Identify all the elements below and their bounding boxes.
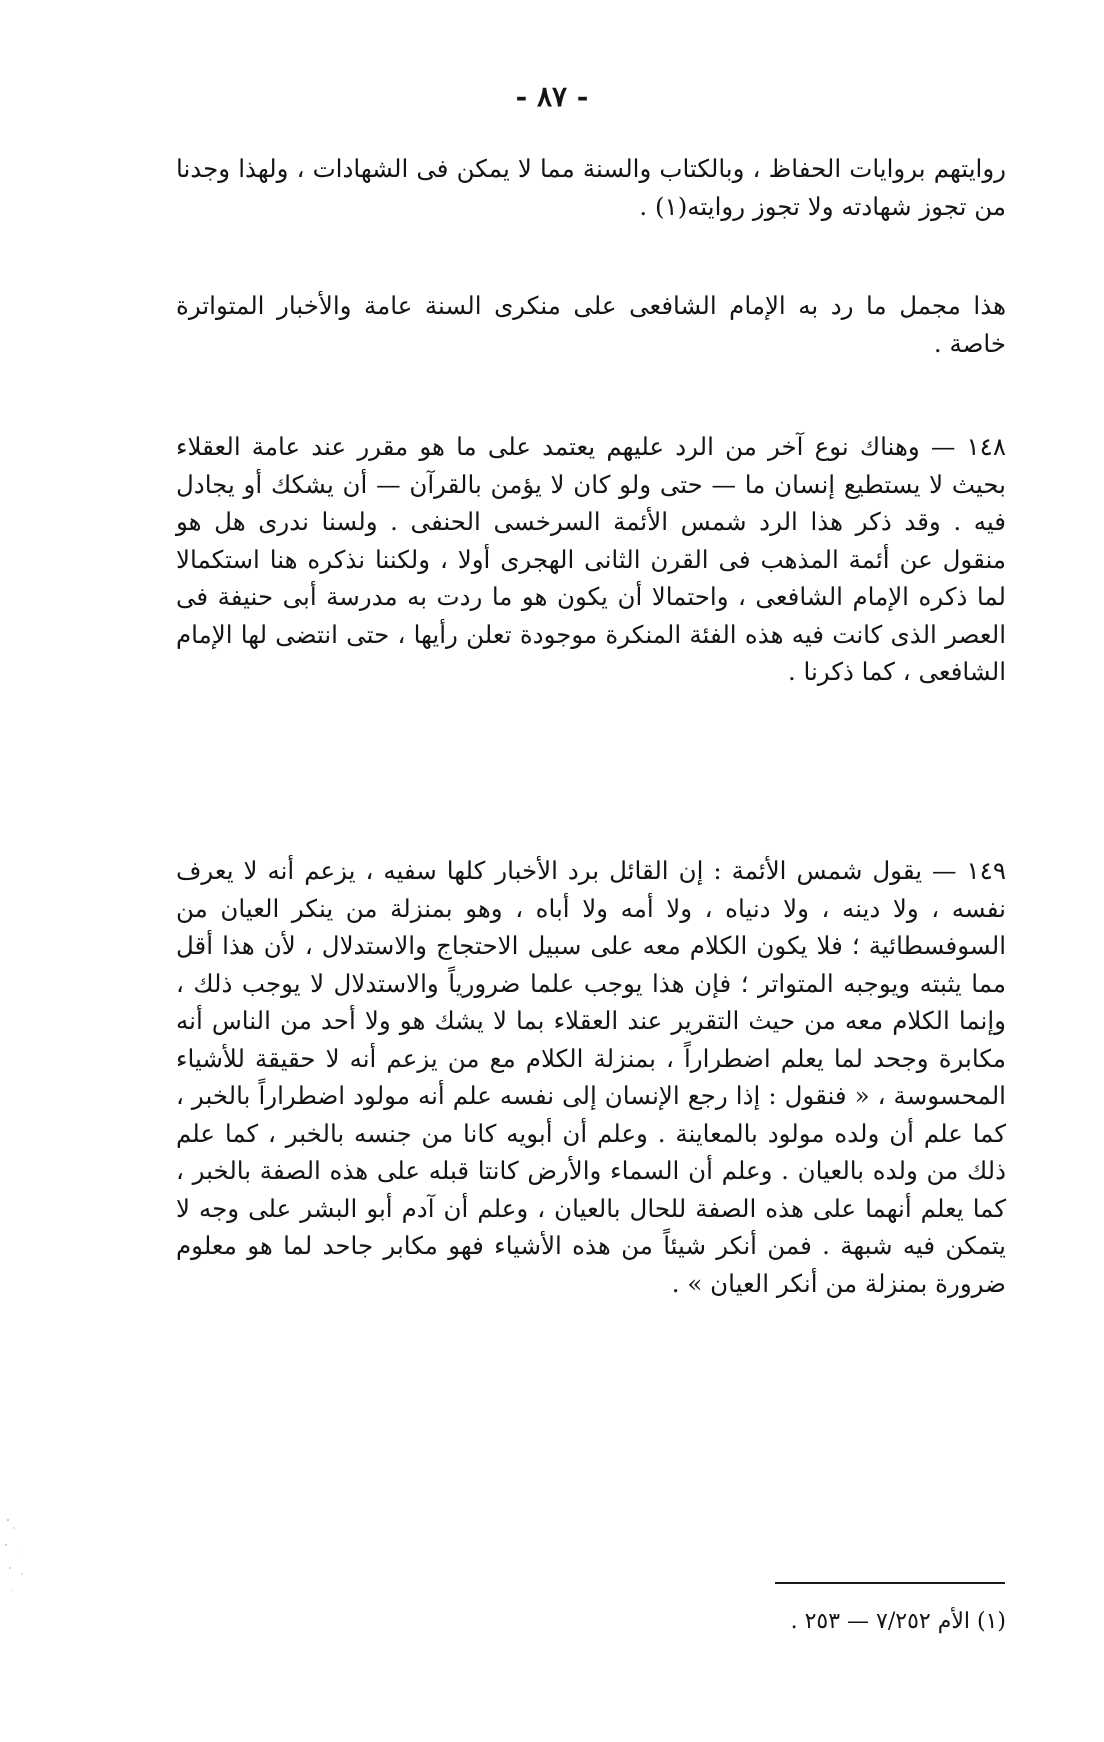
footnote-divider	[775, 1582, 1005, 1584]
scan-noise-specks	[0, 1500, 30, 1620]
page-number: - ٨٧ -	[515, 80, 589, 113]
footnote: (١) الأم ٧/٢٥٢ — ٢٥٣ .	[790, 1609, 1006, 1634]
paragraph-text: ١٤٨ — وهناك نوع آخر من الرد عليهم يعتمد على ما هو مقرر عند عامة العقلاء بحيث لا يستطيع إنسان ما — حتى ولو كان لا يؤمن بالقرآن — أن يشكك أو يجادل فيه . وقد ذكر هذا الرد شمس الأئمة السرخسى الحنفى . ولسنا ندرى هل هو منقول عن أئمة المذهب فى القرن الثانى الهجرى أولا ، ولكننا نذكره هنا استكمالا لما ذكره الإمام الشافعى ، واحتمالا أن يكون هو ما ردت به مدرسة أبى حنيفة فى العصر الذى كانت فيه هذه الفئة المنكرة موجودة تعلن رأيها ، حتى انتضى لها الإمام الشافعى ، كما ذكرنا .	[176, 432, 1006, 686]
paragraph-continuation	[176, 150, 1006, 225]
paragraph-summary	[176, 287, 1006, 362]
paragraph-text: روايتهم بروايات الحفاظ ، وبالكتاب والسنة مما لا يمكن فى الشهادات ، ولهذا وجدنا من تجوز شهادته ولا تجوز روايته(١) .	[176, 154, 1006, 221]
paragraph-148	[176, 428, 1006, 691]
paragraph-text: ١٤٩ — يقول شمس الأئمة : إن القائل برد الأخبار كلها سفيه ، يزعم أنه لا يعرف نفسه ، ولا دينه ، ولا دنياه ، ولا أمه ولا أباه ، وهو بمنزلة من ينكر العيان من السوفسطائية ؛ فلا يكون الكلام معه على سبيل الاحتجاج والاستدلال ، لأن هذا أقل مما يثبته ويوجبه المتواتر ؛ فإن هذا يوجب علما ضرورياً والاستدلال لا يوجب ذلك ، وإنما الكلام معه من حيث التقرير عند العقلاء بما لا يشك هو ولا أحد من الناس أنه مكابرة وجحد لما يعلم اضطراراً ، بمنزلة الكلام مع من يزعم أنه لا حقيقة للأشياء المحسوسة ، « فنقول : إذا رجع الإنسان إلى نفسه علم أنه مولود اضطراراً بالخبر ، كما علم أن ولده مولود بالمعاينة . وعلم أن أبويه كانا من جنسه بالخبر ، كما علم ذلك من ولده بالعيان . وعلم أن السماء والأرض كانتا قبله على هذه الصفة بالخبر ، كما يعلم أنهما على هذه الصفة للحال بالعيان ، وعلم أن آدم أبو البشر على وجه لا يتمكن فيه شبهة . فمن أنكر شيئاً من هذه الأشياء فهو مكابر جاحد لما هو معلوم ضرورة بمنزلة من أنكر العيان » .	[176, 856, 1006, 1298]
paragraph-text: هذا مجمل ما رد به الإمام الشافعى على منكرى السنة عامة والأخبار المتواترة خاصة .	[176, 291, 1006, 358]
paragraph-149	[176, 852, 1006, 1302]
